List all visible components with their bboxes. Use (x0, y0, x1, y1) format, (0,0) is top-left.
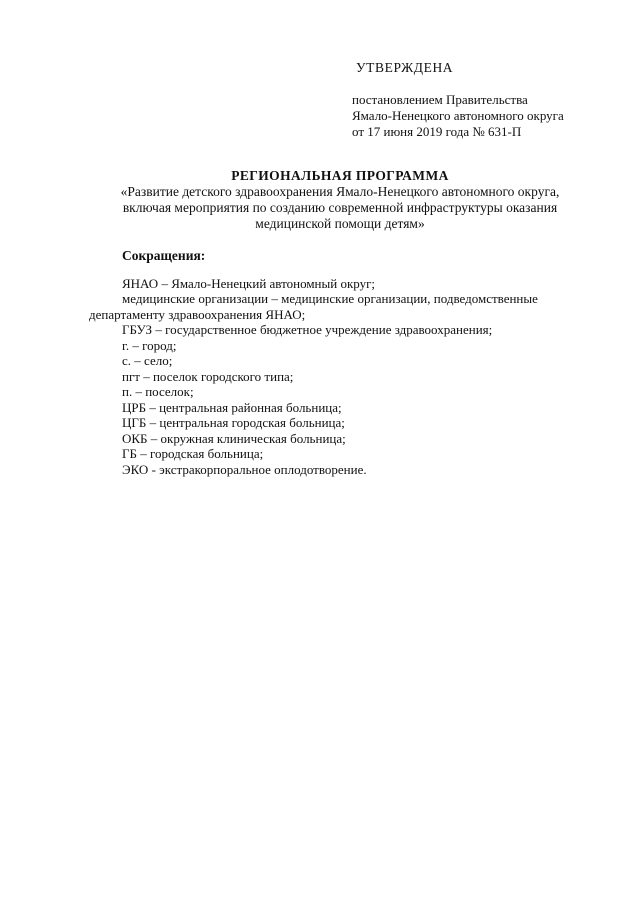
abbreviation-item: ЭКО - экстракорпоральное оплодотворение. (122, 461, 367, 477)
abbreviation-item: с. – село; (122, 353, 173, 368)
abbreviation-item: ЯНАО – Ямало-Ненецкий автономный округ; (122, 275, 376, 291)
program-subtitle-line: медицинской помощи детям» (255, 216, 425, 231)
approval-stamp (352, 60, 622, 140)
program-title-block (60, 168, 620, 232)
abbreviation-item: пгт – поселок городского типа; (122, 368, 294, 384)
program-subtitle-line: включая мероприятия по созданию современной инфраструктуры оказания (122, 200, 558, 215)
approval-line: постановлением Правительства (352, 92, 528, 107)
abbreviation-item: ЦРБ – центральная районная больница; (122, 399, 342, 415)
program-subtitle-line: «Развитие детского здравоохранения Ямало-Ненецкого автономного округа, (120, 184, 560, 199)
approval-line: от 17 июня 2019 года № 631-П (352, 124, 522, 139)
abbreviation-item: ГБ – городская больница; (122, 446, 264, 461)
approval-title: УТВЕРЖДЕНА (356, 60, 454, 75)
abbreviation-item: ЦГБ – центральная городская больница; (122, 415, 345, 430)
abbreviation-item: г. – город; (122, 337, 177, 353)
abbreviation-item: ГБУЗ – государственное бюджетное учреждение здравоохранения; (122, 322, 493, 337)
abbreviation-item: ОКБ – окружная клиническая больница; (122, 430, 346, 446)
abbreviations-heading: Сокращения: (122, 248, 206, 263)
abbreviations-section (89, 248, 609, 477)
approval-line: Ямало-Ненецкого автономного округа (352, 108, 564, 123)
abbreviation-item: медицинские организации – медицинские организации, подведомственные департаменту здравоохранения ЯНАО; (89, 291, 538, 322)
abbreviation-item: п. – поселок; (122, 384, 194, 399)
program-heading: РЕГИОНАЛЬНАЯ ПРОГРАММА (231, 168, 449, 183)
